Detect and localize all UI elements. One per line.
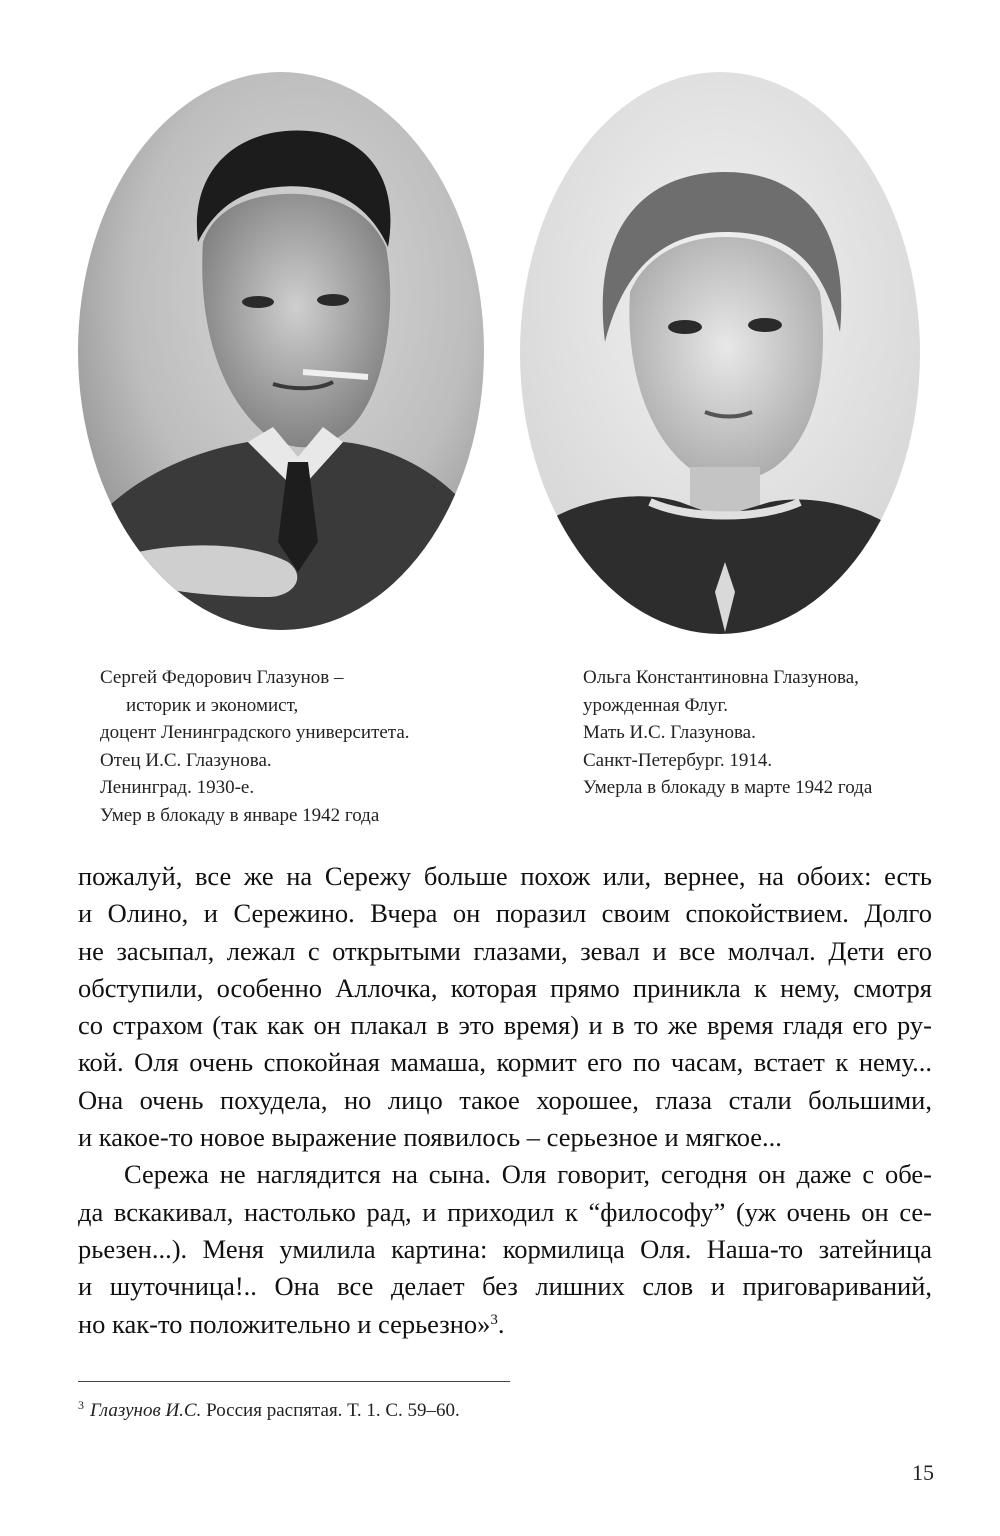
caption-line: урожденная Флуг. bbox=[583, 694, 728, 716]
text-line: не засыпал, лежал с открытыми глазами, зевал и все молчал. Дети его bbox=[78, 935, 932, 966]
caption-mother bbox=[583, 664, 872, 802]
text-line: и Олино, и Сережино. Вчера он поразил своим спокойствием. Долго bbox=[78, 898, 932, 929]
portrait-olga-glazunova bbox=[520, 72, 920, 634]
text-line: но как-то положительно и серьезно» bbox=[78, 1308, 491, 1339]
caption-line: Сергей Федорович Глазунов – bbox=[100, 667, 344, 688]
text-line: Она очень похудела, но лицо такое хорошее, глаза стали большими, bbox=[78, 1084, 932, 1115]
portrait-sergei-glazunov bbox=[78, 72, 484, 630]
footnote bbox=[78, 1400, 460, 1422]
footnote-text: Россия распятая. Т. 1. С. 59–60. bbox=[201, 1400, 460, 1421]
text-line: Сережа не наглядится на сына. Оля говорит, сегодня он даже с обе- bbox=[124, 1159, 932, 1190]
caption-line: Ольга Константиновна Глазунова, bbox=[583, 667, 859, 688]
text-line: да вскакивал, настолько рад, и приходил к “философу” (уж очень он се- bbox=[78, 1196, 932, 1227]
footnote-divider bbox=[78, 1381, 510, 1382]
footnote-author: Глазунов И.С. bbox=[90, 1400, 202, 1421]
text-line: со страхом (так как он плакал в это время) и в то же время гладя его ру- bbox=[78, 1010, 932, 1041]
caption-line: Отец И.С. Глазунова. bbox=[100, 749, 272, 771]
caption-line: историк и экономист, bbox=[126, 694, 299, 716]
caption-line: Умерла в блокаду в марте 1942 года bbox=[583, 777, 873, 798]
caption-father bbox=[100, 664, 410, 829]
text-line: рьезен...). Меня умилила картина: кормилица Оля. Наша-то затейница bbox=[78, 1233, 932, 1264]
text-line: и шуточница!.. Она все делает без лишних слов и приговариваний, bbox=[78, 1271, 932, 1302]
text-line-last: но как-то положительно и серьезно»$^3$. bbox=[78, 1308, 505, 1339]
footnote-number: 3 bbox=[78, 1398, 84, 1412]
paragraph-1 bbox=[78, 858, 932, 1156]
text-line: обступили, особенно Аллочка, которая прямо приникла к нему, смотря bbox=[78, 972, 932, 1003]
paragraph-2 bbox=[78, 1156, 932, 1342]
caption-line: Санкт-Петербург. 1914. bbox=[583, 749, 773, 771]
body-text bbox=[78, 858, 932, 1343]
footnote-reference[interactable]: 3 bbox=[490, 1311, 498, 1328]
page-number: 15 bbox=[912, 1460, 934, 1485]
caption-line: Мать И.С. Глазунова. bbox=[583, 722, 756, 743]
text-line: кой. Оля очень спокойная мамаша, кормит его по часам, встает к нему... bbox=[78, 1047, 932, 1078]
text-line: и какое-то новое выражение появилось – серьезное и мягкое... bbox=[78, 1122, 782, 1153]
caption-line: доцент Ленинградского университета. bbox=[100, 722, 410, 743]
caption-line: Ленинград. 1930-е. bbox=[100, 777, 255, 798]
caption-line: Умер в блокаду в январе 1942 года bbox=[100, 804, 380, 826]
text-line: пожалуй, все же на Сережу больше похож или, вернее, на обоих: есть bbox=[78, 861, 932, 891]
